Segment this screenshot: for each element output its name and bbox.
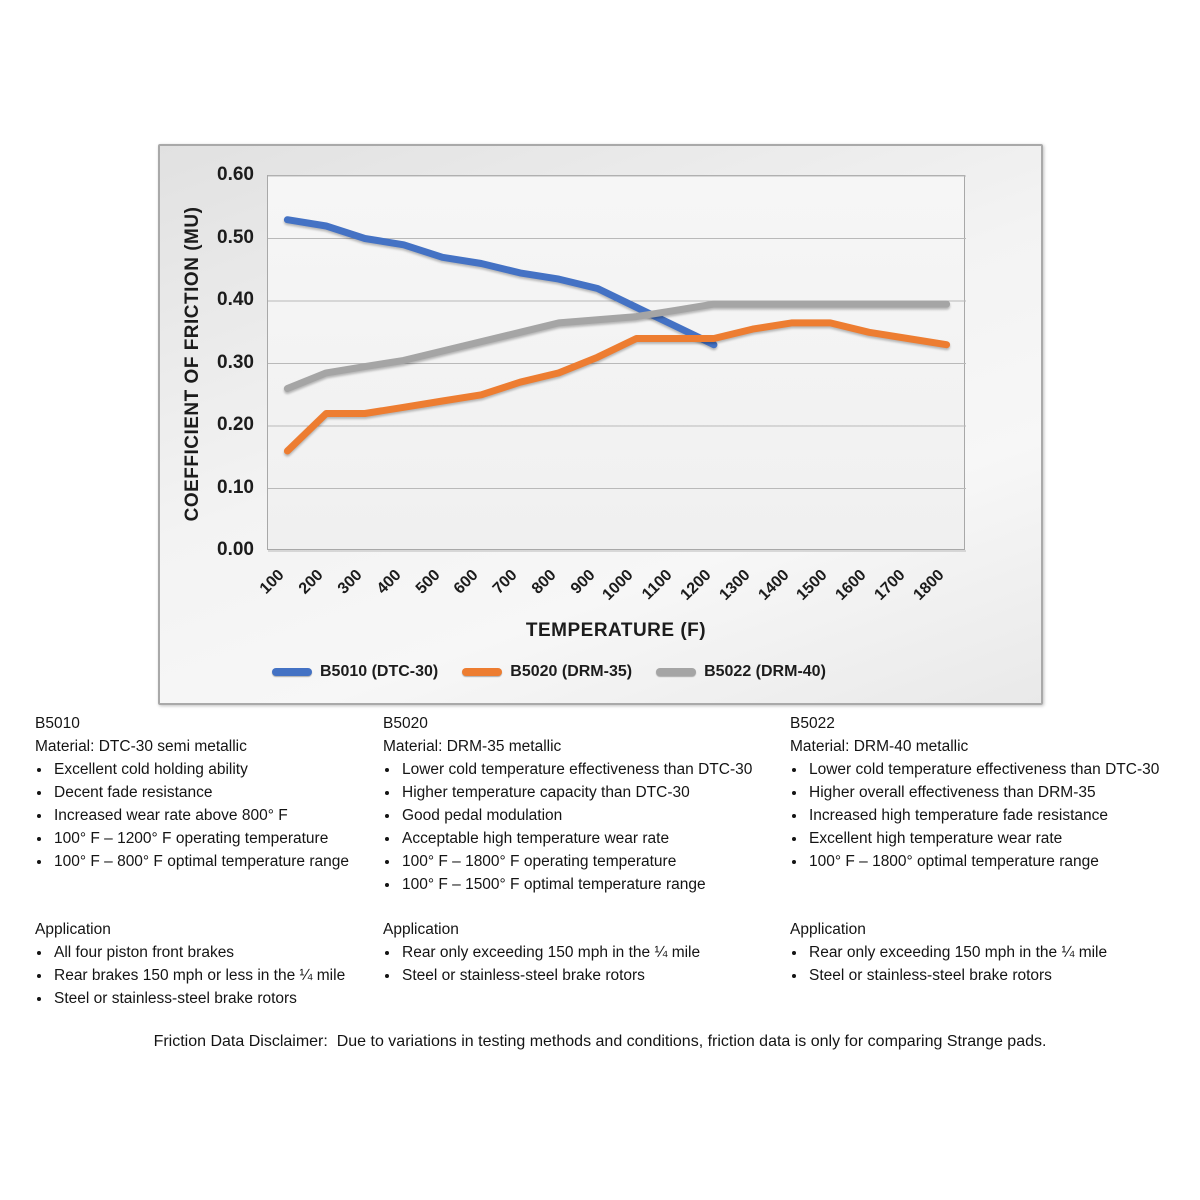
legend-swatch — [656, 668, 696, 676]
legend-swatch — [272, 668, 312, 676]
product-material: Material: DRM-40 metallic — [790, 738, 969, 755]
legend-label: B5010 (DTC-30) — [320, 663, 439, 680]
bullet-item: • Rear brakes 150 mph or less in the ¼ mile — [52, 964, 375, 987]
x-tick-label: 1200 — [677, 566, 715, 604]
application-title: Application — [383, 921, 459, 938]
y-tick-label: 0.60 — [217, 164, 254, 185]
product-application-b5020 — [383, 918, 778, 987]
product-material: Material: DRM-35 metallic — [383, 738, 562, 755]
y-tick-label: 0.40 — [217, 289, 254, 310]
bullet-item: • Increased high temperature fade resistance — [807, 804, 1190, 827]
bullet-item: • 100° F – 1500° F optimal temperature range — [400, 873, 778, 896]
x-tick-label: 1700 — [871, 566, 909, 604]
x-tick-label: 800 — [528, 566, 560, 598]
bullet-item: • Steel or stainless-steel brake rotors — [807, 964, 1190, 987]
x-tick-label: 400 — [373, 566, 405, 598]
legend-label: B5020 (DRM-35) — [510, 663, 633, 680]
product-info-b5010 — [35, 712, 375, 873]
x-tick-label: 700 — [489, 566, 521, 598]
y-axis-title: COEFFICIENT OF FRICTION (MU) — [182, 206, 203, 522]
bullet-item: • 100° F – 1200° F operating temperature — [52, 827, 375, 850]
plot-area — [267, 175, 965, 550]
legend-swatch — [462, 668, 502, 676]
bullet-item: • Lower cold temperature effectiveness than DTC-30 — [400, 758, 778, 781]
application-title: Application — [35, 921, 111, 938]
bullet-item: • Higher overall effectiveness than DRM-35 — [807, 781, 1190, 804]
friction-data-disclaimer: Friction Data Disclaimer: Due to variations in testing methods and conditions, friction data is only for comparing Strange pads. — [153, 1033, 1047, 1050]
legend-item-b5022 — [656, 663, 826, 681]
y-tick-label: 0.00 — [217, 539, 254, 560]
product-info-b5020 — [383, 712, 778, 896]
x-tick-label: 1500 — [793, 566, 831, 604]
bullet-item: • Acceptable high temperature wear rate — [400, 827, 778, 850]
product-feature-list — [383, 758, 778, 896]
x-tick-label: 500 — [412, 566, 444, 598]
bullet-item: • 100° F – 800° F optimal temperature range — [52, 850, 375, 873]
x-tick-label: 1800 — [910, 566, 948, 604]
application-list — [383, 941, 778, 987]
x-tick-label: 1600 — [832, 566, 870, 604]
x-tick-label: 100 — [257, 566, 289, 598]
application-list — [790, 941, 1190, 987]
bullet-item: • Increased wear rate above 800° F — [52, 804, 375, 827]
application-title: Application — [790, 921, 866, 938]
legend-item-b5020 — [462, 663, 632, 681]
product-feature-list — [35, 758, 375, 873]
series-line-b5020 — [287, 323, 946, 451]
product-code: B5022 — [790, 715, 835, 732]
application-list — [35, 941, 375, 1010]
product-code: B5020 — [383, 715, 428, 732]
y-tick-label: 0.50 — [217, 226, 254, 248]
x-tick-label: 200 — [295, 566, 327, 598]
bullet-item: • 100° F – 1800° optimal temperature range — [807, 850, 1190, 873]
x-tick-label: 1300 — [716, 566, 754, 604]
y-tick-label: 0.10 — [217, 476, 254, 498]
legend-item-b5010 — [272, 663, 438, 681]
x-tick-label: 1400 — [754, 566, 793, 604]
x-tick-label: 300 — [334, 566, 366, 598]
product-material: Material: DTC-30 semi metallic — [35, 738, 247, 755]
bullet-item: • 100° F – 1800° F operating temperature — [400, 850, 778, 873]
bullet-item: • Lower cold temperature effectiveness than DTC-30 — [807, 758, 1190, 781]
bullet-item: • Excellent cold holding ability — [52, 758, 375, 781]
bullet-item: • Steel or stainless-steel brake rotors — [400, 964, 778, 987]
line-chart-svg — [268, 176, 966, 551]
y-tick-label: 0.30 — [217, 351, 254, 373]
chart-legend — [272, 663, 826, 681]
product-info-b5022 — [790, 712, 1190, 873]
friction-chart-panel — [158, 144, 1043, 705]
product-application-b5010 — [35, 918, 375, 1010]
product-application-b5022 — [790, 918, 1190, 987]
bullet-item: • Excellent high temperature wear rate — [807, 827, 1190, 850]
bullet-item: • Good pedal modulation — [400, 804, 778, 827]
x-tick-label: 600 — [451, 566, 482, 598]
x-tick-label: 1000 — [599, 566, 638, 604]
bullet-item: • Decent fade resistance — [52, 781, 375, 804]
product-feature-list — [790, 758, 1190, 873]
bullet-item: • Rear only exceeding 150 mph in the ¼ mile — [807, 941, 1190, 964]
legend-label: B5022 (DRM-40) — [704, 663, 826, 680]
bullet-item: • Higher temperature capacity than DTC-30 — [400, 781, 778, 804]
bullet-item: • All four piston front brakes — [52, 941, 375, 964]
bullet-item: • Steel or stainless-steel brake rotors — [52, 987, 375, 1010]
x-axis-title: TEMPERATURE (F) — [525, 620, 707, 641]
y-tick-label: 0.20 — [217, 414, 254, 435]
product-code: B5010 — [35, 715, 80, 732]
x-tick-label: 1100 — [639, 566, 676, 604]
bullet-item: • Rear only exceeding 150 mph in the ¼ mile — [400, 941, 778, 964]
x-tick-label: 900 — [567, 566, 599, 598]
